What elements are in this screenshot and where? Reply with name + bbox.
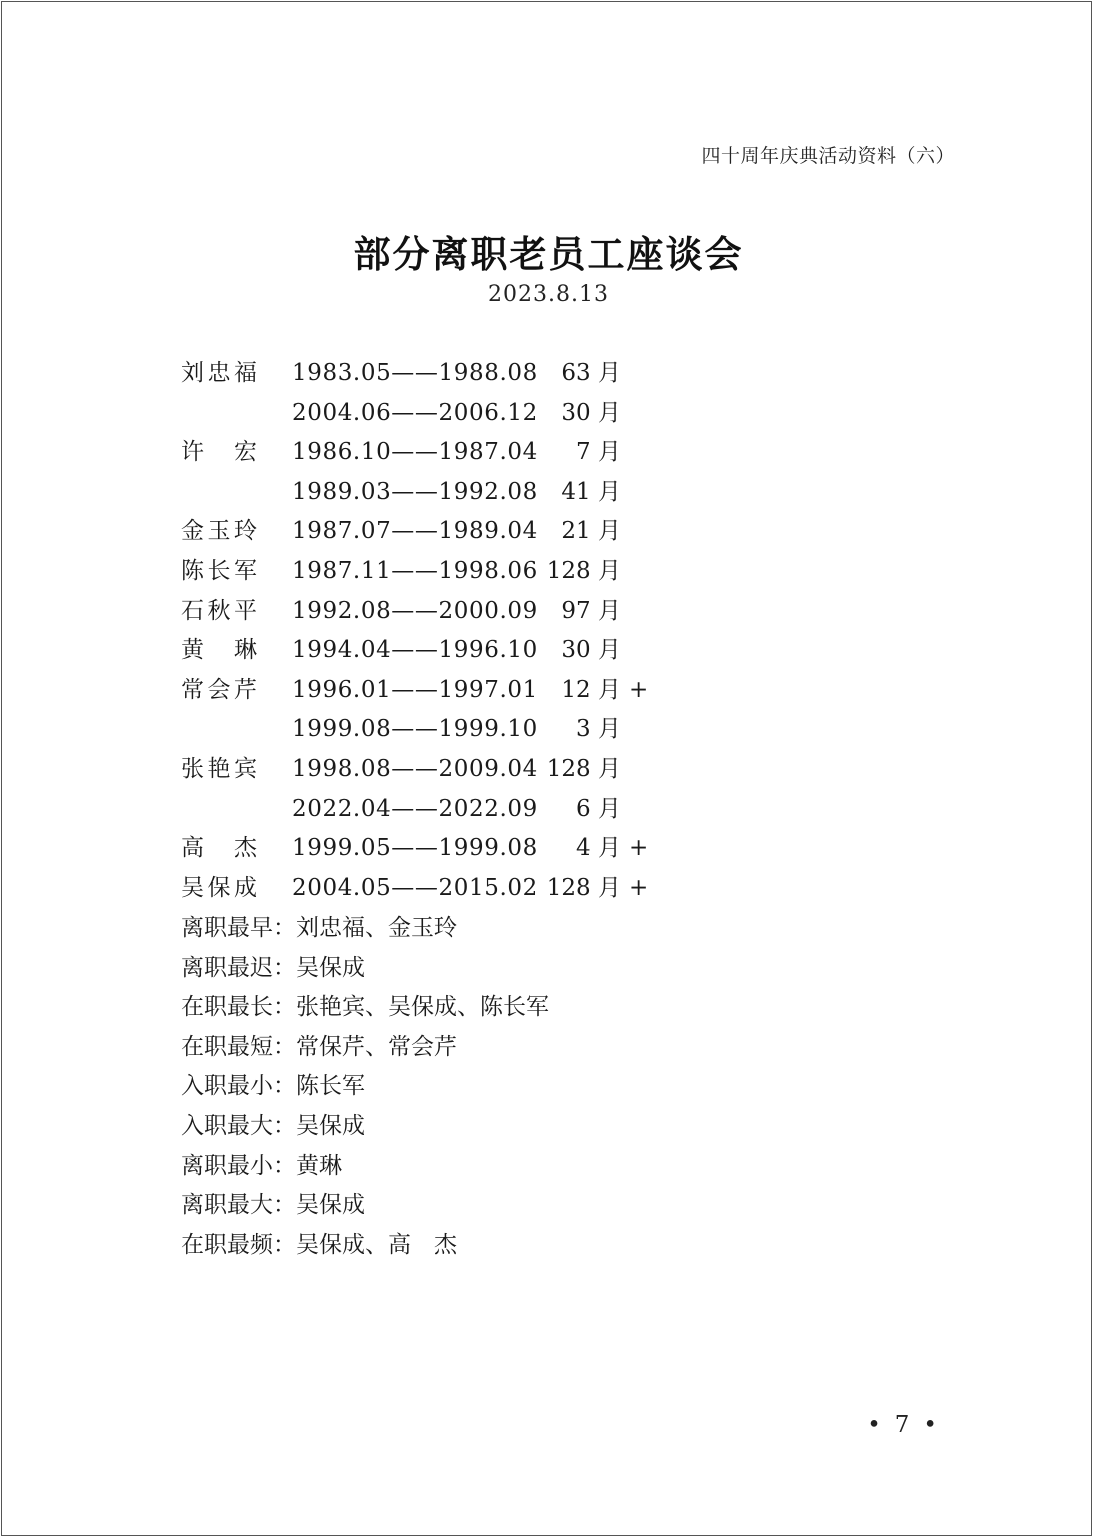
- employment-period: 1987.07——1989.04: [292, 518, 538, 545]
- summary-list: [181, 909, 549, 1265]
- plus-mark: +: [629, 835, 649, 862]
- employee-name: 陈长军: [181, 557, 257, 584]
- employment-period: 2022.04——2022.09: [292, 795, 538, 822]
- employment-period: 1996.01——1997.01: [292, 676, 538, 703]
- summary-line: 离职最早：刘忠福、金玉玲: [181, 915, 457, 941]
- summary-line: 入职最小：陈长军: [181, 1073, 365, 1100]
- summary-line: 入职最大：吴保成: [181, 1112, 365, 1139]
- tenure-months: 128 月: [546, 755, 621, 782]
- employee-name: 刘忠福: [181, 360, 257, 386]
- employee-name: 高杰: [181, 835, 257, 862]
- employee-name: 许宏: [181, 439, 257, 466]
- page-number: 7: [894, 1412, 910, 1438]
- tenure-months: 6 月: [576, 795, 621, 822]
- summary-line: 在职最频：吴保成、高 杰: [181, 1231, 457, 1258]
- employee-name: 黄琳: [181, 637, 257, 664]
- plus-mark: +: [629, 676, 649, 703]
- tenure-months: 21 月: [561, 518, 621, 545]
- tenure-months: 128 月: [546, 874, 621, 901]
- summary-line: 离职最小：黄琳: [181, 1152, 342, 1179]
- employment-period: 1983.05——1988.08: [292, 360, 538, 386]
- employment-period: 1992.08——2000.09: [292, 597, 538, 624]
- employment-period: 1989.03——1992.08: [292, 478, 538, 505]
- tenure-months: 4 月: [576, 835, 621, 862]
- employee-name: 常会芹: [181, 676, 257, 703]
- tenure-months: 30 月: [561, 637, 621, 664]
- running-header: 四十周年庆典活动资料（六）: [701, 145, 955, 167]
- employment-period: 1986.10——1987.04: [292, 439, 538, 466]
- employment-period: 1998.08——2009.04: [292, 755, 538, 782]
- tenure-months: 41 月: [561, 478, 621, 505]
- summary-line: 在职最长：张艳宾、吴保成、陈长军: [181, 994, 549, 1021]
- tenure-months: 7 月: [576, 439, 621, 466]
- employment-period: 2004.05——2015.02: [292, 874, 538, 901]
- tenure-months: 30 月: [561, 399, 621, 426]
- employment-period: 1987.11——1998.06: [292, 557, 538, 584]
- employee-name: 石秋平: [181, 597, 257, 624]
- meeting-date: 2023.8.13: [488, 282, 609, 307]
- page-title: 部分离职老员工座谈会: [353, 232, 744, 276]
- page-footer: [853, 1412, 951, 1438]
- employee-name: 吴保成: [181, 874, 257, 901]
- document-page: [1, 1, 1092, 1536]
- summary-line: 在职最短：常保芹、常会芹: [181, 1033, 457, 1060]
- plus-mark: +: [629, 874, 649, 901]
- tenure-months: 63 月: [561, 360, 621, 386]
- tenure-months: 12 月: [561, 676, 621, 703]
- summary-line: 离职最迟：吴保成: [181, 954, 365, 981]
- summary-line: 离职最大：吴保成: [181, 1192, 365, 1219]
- employee-name: 金玉玲: [181, 518, 257, 545]
- tenure-months: 128 月: [546, 557, 621, 584]
- employment-period: 1994.04——1996.10: [292, 637, 538, 664]
- bullet-dot: •: [867, 1412, 881, 1438]
- employee-name: 张艳宾: [181, 755, 257, 782]
- bullet-dot: •: [923, 1412, 937, 1438]
- employment-period: 1999.05——1999.08: [292, 835, 538, 862]
- tenure-months: 3 月: [576, 716, 621, 743]
- employment-period: 1999.08——1999.10: [292, 716, 538, 743]
- employment-period: 2004.06——2006.12: [292, 399, 538, 426]
- tenure-months: 97 月: [561, 597, 621, 624]
